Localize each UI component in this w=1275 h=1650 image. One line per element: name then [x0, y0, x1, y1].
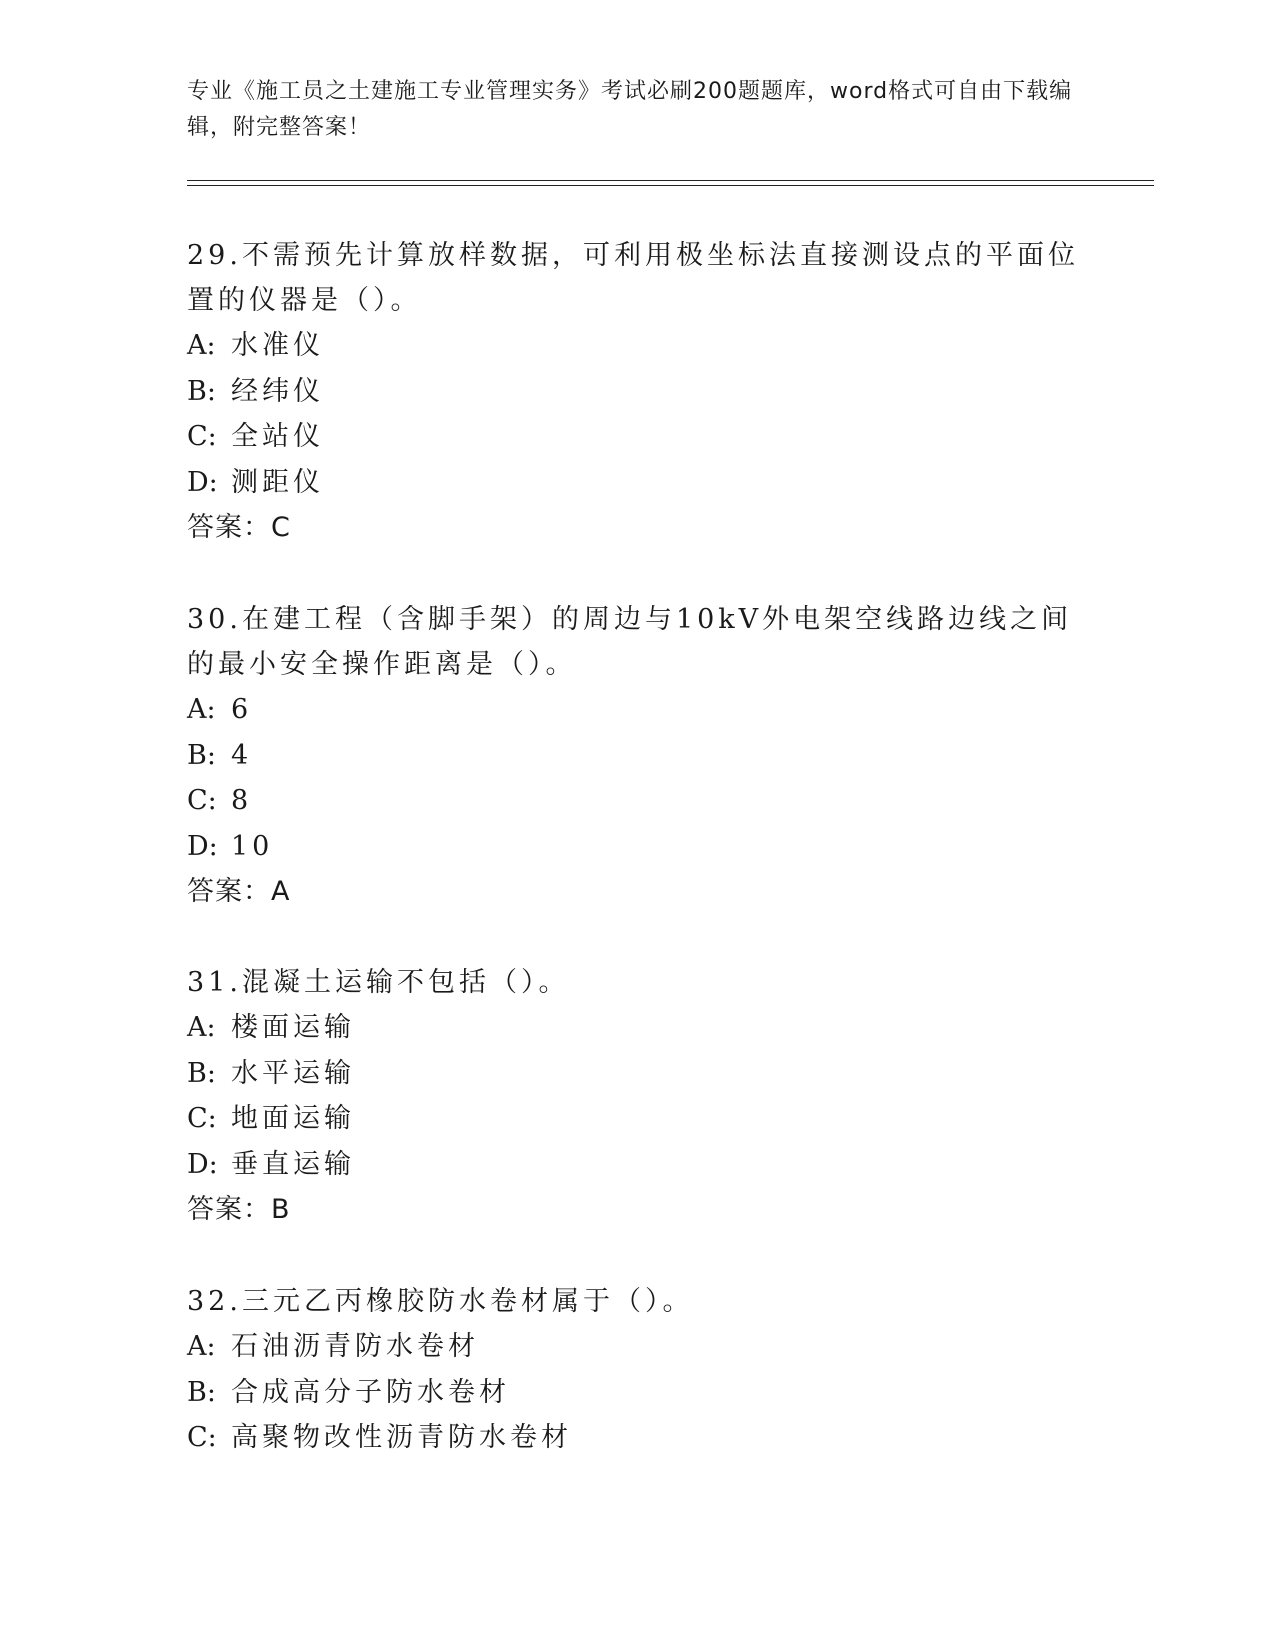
option-a: [187, 1005, 1087, 1051]
header-divider-top: [187, 180, 1154, 181]
option-d: [187, 460, 1087, 506]
option-letter: D:: [187, 466, 218, 498]
option-a: [187, 323, 1087, 369]
option-c: [187, 414, 1087, 460]
option-letter: A:: [187, 1331, 216, 1362]
option-text: 4: [231, 739, 253, 771]
option-b: [187, 1370, 1087, 1416]
option-letter: B:: [187, 739, 216, 771]
option-letter: A:: [187, 1012, 216, 1043]
option-text: 水平运输: [231, 1057, 355, 1089]
option-text: 测距仪: [231, 466, 324, 498]
option-text: 垂直运输: [231, 1148, 355, 1180]
answer-line: 答案：C: [187, 512, 291, 543]
option-text: 经纬仪: [231, 375, 324, 407]
option-text: 高聚物改性沥青防水卷材: [231, 1422, 572, 1453]
option-letter: B:: [187, 1376, 216, 1408]
document-header: 专业《施工员之土建施工专业管理实务》考试必刷200题题库，word格式可自由下载编辑，附完整答案！: [187, 79, 1073, 140]
question-32: [187, 1279, 1087, 1461]
option-letter: C:: [187, 785, 217, 816]
option-text: 全站仪: [231, 421, 324, 452]
option-letter: D:: [187, 830, 218, 862]
option-text: 10: [231, 830, 274, 862]
option-text: 水准仪: [231, 330, 324, 361]
option-text: 6: [231, 694, 253, 725]
question-stem: 31.混凝土运输不包括（）。: [187, 967, 570, 998]
question-stem: 29.不需预先计算放样数据，可利用极坐标法直接测设点的平面位置的仪器是（）。: [187, 240, 1079, 316]
option-d: [187, 1142, 1087, 1188]
option-c: [187, 1415, 1087, 1461]
option-letter: C:: [187, 1422, 217, 1453]
answer-line: 答案：A: [187, 876, 291, 907]
option-letter: A:: [187, 330, 216, 361]
option-b: [187, 733, 1087, 779]
question-stem: 32.三元乙丙橡胶防水卷材属于（）。: [187, 1286, 694, 1317]
option-b: [187, 1051, 1087, 1097]
answer-line: 答案：B: [187, 1194, 291, 1225]
option-letter: C:: [187, 421, 217, 452]
option-letter: B:: [187, 375, 216, 407]
header-divider-bottom: [187, 185, 1154, 186]
option-letter: A:: [187, 694, 216, 725]
option-text: 楼面运输: [231, 1012, 355, 1043]
option-c: [187, 1096, 1087, 1142]
option-text: 合成高分子防水卷材: [231, 1376, 510, 1408]
option-a: [187, 687, 1087, 733]
option-b: [187, 369, 1087, 415]
option-c: [187, 778, 1087, 824]
question-stem: 30.在建工程（含脚手架）的周边与10kV外电架空线路边线之间的最小安全操作距离是（）。: [187, 604, 1073, 680]
question-31: [187, 960, 1087, 1233]
question-30: [187, 597, 1087, 915]
option-letter: D:: [187, 1148, 218, 1180]
option-letter: B:: [187, 1057, 216, 1089]
question-29: [187, 233, 1087, 551]
option-text: 地面运输: [231, 1103, 355, 1134]
option-letter: C:: [187, 1103, 217, 1134]
option-a: [187, 1324, 1087, 1370]
option-d: [187, 824, 1087, 870]
option-text: 石油沥青防水卷材: [231, 1331, 479, 1362]
option-text: 8: [231, 785, 253, 816]
